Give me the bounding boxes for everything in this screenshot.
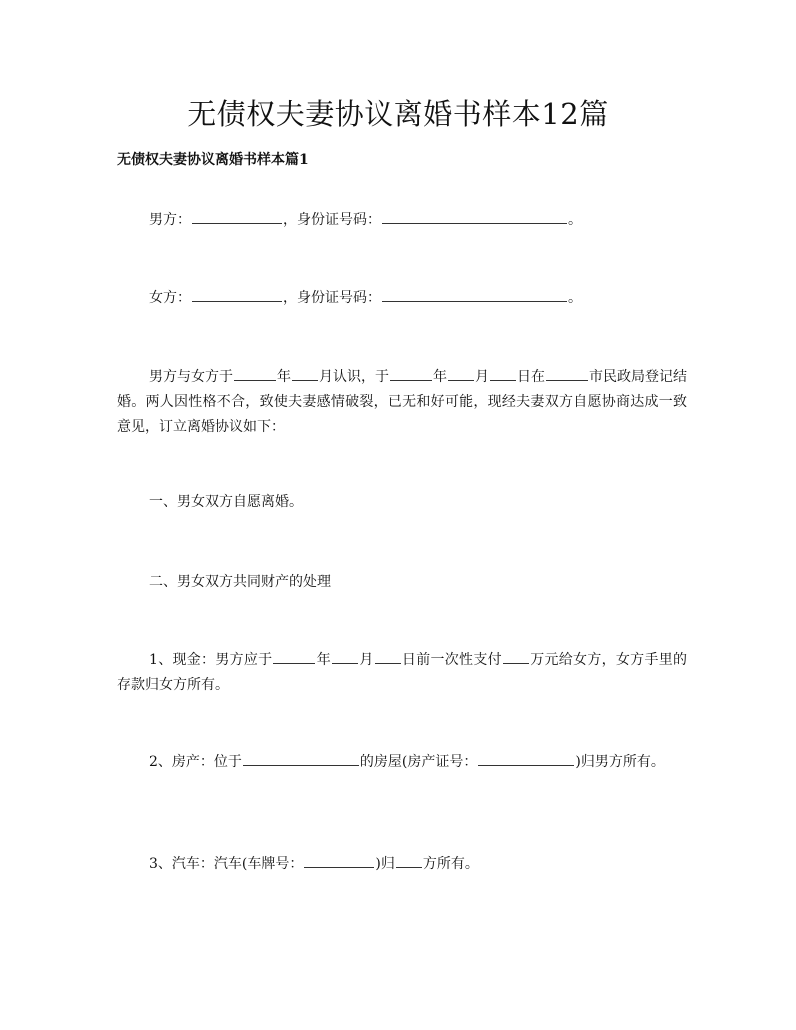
text-segment: 方所有。: [422, 856, 479, 872]
text-segment: )归: [375, 856, 395, 872]
blank-line: [292, 366, 318, 381]
text-segment: 日前一次性支付: [401, 652, 502, 668]
text-segment: 2、房产：位于: [149, 754, 242, 770]
text-segment: 男方：: [149, 212, 191, 228]
text-segment: ，身份证号码：: [283, 290, 381, 306]
text-segment: 市民政局登记结婚。两人因性格不合，致使夫妻感情破裂，已无和好可能，现经夫妻双方自愿协商达成一致意见，订立离婚协议如下：: [117, 369, 687, 435]
text-segment: 年: [316, 652, 332, 668]
text-segment: 万元给女方，女方手里的存款归女方所有。: [117, 652, 688, 693]
paragraph-clause-1: 一、男女双方自愿离婚。: [149, 494, 303, 510]
text-segment: 女方：: [149, 290, 191, 306]
paragraph-clause-2: 二、男女双方共同财产的处理: [149, 574, 331, 590]
blank-line: [490, 366, 516, 381]
paragraph-male-party: [117, 208, 687, 233]
blank-line: [375, 649, 401, 664]
text-segment: 1、现金：男方应于: [149, 652, 273, 668]
blank-line: [478, 751, 574, 766]
blank-line: [234, 366, 276, 381]
text-segment: 。: [568, 290, 582, 306]
text-segment: 月认识，于: [319, 369, 389, 385]
text-segment: )归男方所有。: [575, 754, 665, 770]
blank-line: [332, 649, 358, 664]
blank-line: [304, 853, 374, 868]
blank-line: [243, 751, 359, 766]
paragraph-cash: [117, 648, 687, 698]
paragraph-car: [117, 852, 687, 877]
document-title: 无债权夫妻协议离婚书样本12篇: [187, 97, 609, 131]
text-segment: ，身份证号码：: [283, 212, 381, 228]
blank-line: [192, 209, 282, 224]
blank-line: [382, 209, 567, 224]
blank-line: [503, 649, 529, 664]
blank-line: [382, 287, 567, 302]
paragraph-marriage-info: [117, 365, 687, 440]
text-segment: 月: [359, 652, 374, 668]
paragraph-female-party: [117, 286, 687, 311]
blank-line: [448, 366, 474, 381]
blank-line: [192, 287, 282, 302]
text-segment: 年: [277, 369, 291, 385]
text-segment: 3、汽车：汽车(车牌号：: [149, 856, 304, 872]
section-subtitle: 无债权夫妻协议离婚书样本篇1: [117, 152, 309, 168]
blank-line: [546, 366, 588, 381]
blank-line: [390, 366, 432, 381]
text-segment: 男方与女方于: [149, 369, 233, 385]
paragraph-property: [117, 750, 687, 775]
text-segment: 年: [433, 369, 447, 385]
text-segment: 的房屋(房产证号：: [359, 754, 478, 770]
blank-line: [396, 853, 422, 868]
text-segment: 月: [475, 369, 489, 385]
text-segment: 日在: [517, 369, 545, 385]
blank-line: [273, 649, 315, 664]
text-segment: 。: [568, 212, 582, 228]
